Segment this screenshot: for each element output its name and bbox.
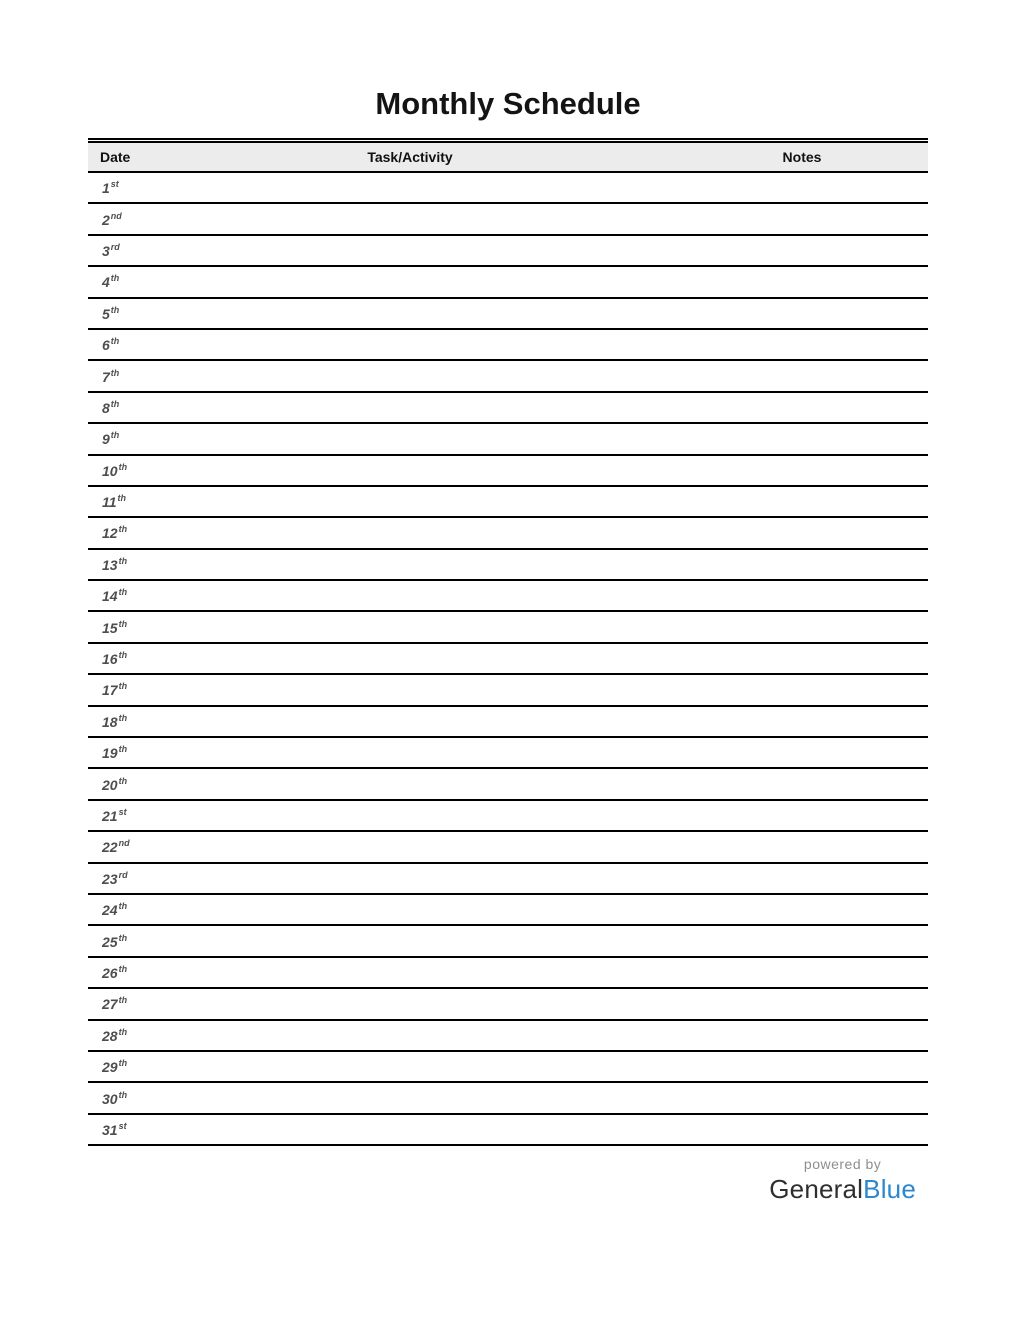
brand-logo — [769, 1174, 916, 1205]
task-cell — [144, 768, 676, 799]
notes-cell — [676, 423, 928, 454]
task-cell — [144, 203, 676, 234]
notes-cell — [676, 486, 928, 517]
task-cell — [144, 957, 676, 988]
day-number: 26 — [102, 964, 118, 981]
date-cell — [88, 894, 144, 925]
notes-cell — [676, 643, 928, 674]
date-cell — [88, 831, 144, 862]
day-ordinal-suffix: th — [118, 901, 128, 912]
day-ordinal-suffix: th — [118, 587, 128, 598]
day-number: 21 — [102, 808, 118, 824]
table-row — [88, 831, 928, 862]
day-ordinal-suffix: th — [118, 1089, 128, 1100]
table-row — [88, 172, 928, 203]
table-row — [88, 360, 928, 391]
notes-cell — [676, 831, 928, 862]
notes-cell — [676, 580, 928, 611]
task-cell — [144, 360, 676, 391]
notes-cell — [676, 863, 928, 894]
day-ordinal-suffix: th — [110, 304, 120, 315]
day-number: 20 — [102, 776, 118, 793]
day-ordinal-suffix: th — [118, 932, 128, 943]
notes-cell — [676, 392, 928, 423]
day-number: 30 — [102, 1090, 118, 1107]
task-cell — [144, 1020, 676, 1051]
task-cell — [144, 925, 676, 956]
day-ordinal-suffix: th — [118, 995, 128, 1006]
task-cell — [144, 580, 676, 611]
page-title: Monthly Schedule — [375, 86, 641, 121]
day-ordinal-suffix: th — [118, 524, 128, 535]
table-row — [88, 611, 928, 642]
date-cell — [88, 706, 144, 737]
task-cell — [144, 863, 676, 894]
notes-cell — [676, 360, 928, 391]
date-cell — [88, 235, 144, 266]
day-number: 28 — [102, 1027, 118, 1044]
notes-cell — [676, 800, 928, 831]
task-cell — [144, 549, 676, 580]
day-ordinal-suffix: nd — [110, 210, 122, 221]
day-ordinal-suffix: th — [118, 461, 128, 472]
date-cell — [88, 1114, 144, 1145]
table-row — [88, 1020, 928, 1051]
day-number: 24 — [102, 902, 118, 919]
powered-by-text: powered by — [803, 1156, 882, 1173]
day-number: 11 — [102, 494, 117, 511]
task-cell — [144, 455, 676, 486]
day-number: 6 — [102, 337, 110, 354]
day-ordinal-suffix: st — [118, 1120, 127, 1131]
day-ordinal-suffix: th — [118, 1058, 128, 1069]
day-ordinal-suffix: th — [118, 712, 128, 723]
day-ordinal-suffix: rd — [110, 241, 120, 252]
day-number: 15 — [102, 619, 118, 636]
date-cell — [88, 298, 144, 329]
notes-cell — [676, 894, 928, 925]
day-number: 16 — [102, 651, 118, 668]
table-row — [88, 925, 928, 956]
day-number: 22 — [102, 839, 118, 856]
task-cell — [144, 392, 676, 423]
table-header-row — [88, 141, 928, 173]
day-number: 14 — [102, 588, 118, 605]
day-number: 12 — [102, 525, 118, 542]
task-cell — [144, 611, 676, 642]
date-cell — [88, 1020, 144, 1051]
brand-general-text: General — [769, 1174, 864, 1205]
table-row — [88, 486, 928, 517]
table-row — [88, 549, 928, 580]
date-cell — [88, 925, 144, 956]
task-cell — [144, 486, 676, 517]
table-row — [88, 1114, 928, 1145]
task-cell — [144, 1082, 676, 1113]
day-number: 27 — [102, 996, 118, 1013]
task-cell — [144, 1051, 676, 1082]
table-row — [88, 894, 928, 925]
day-number: 3 — [102, 242, 110, 259]
date-cell — [88, 329, 144, 360]
day-ordinal-suffix: th — [110, 398, 120, 409]
date-cell — [88, 486, 144, 517]
notes-cell — [676, 957, 928, 988]
notes-cell — [676, 1114, 928, 1145]
day-ordinal-suffix: th — [118, 775, 128, 786]
date-cell — [88, 580, 144, 611]
task-cell — [144, 235, 676, 266]
day-number: 4 — [102, 274, 110, 291]
notes-cell — [676, 1051, 928, 1082]
header-task: Task/Activity — [144, 141, 676, 173]
task-cell — [144, 298, 676, 329]
day-number: 9 — [102, 431, 110, 448]
date-cell — [88, 203, 144, 234]
day-number: 10 — [102, 462, 118, 479]
notes-cell — [676, 737, 928, 768]
notes-cell — [676, 455, 928, 486]
day-number: 5 — [102, 305, 110, 322]
date-cell — [88, 360, 144, 391]
table-row — [88, 423, 928, 454]
day-ordinal-suffix: th — [118, 1026, 128, 1037]
day-ordinal-suffix: th — [118, 618, 128, 629]
day-ordinal-suffix: th — [118, 681, 128, 692]
date-cell — [88, 517, 144, 548]
date-cell — [88, 1082, 144, 1113]
day-ordinal-suffix: th — [118, 555, 128, 566]
notes-cell — [676, 1082, 928, 1113]
table-row — [88, 768, 928, 799]
date-cell — [88, 549, 144, 580]
date-cell — [88, 988, 144, 1019]
notes-cell — [676, 266, 928, 297]
task-cell — [144, 800, 676, 831]
task-cell — [144, 423, 676, 454]
day-ordinal-suffix: th — [110, 336, 120, 347]
table-row — [88, 674, 928, 705]
task-cell — [144, 1114, 676, 1145]
table-row — [88, 957, 928, 988]
table-row — [88, 203, 928, 234]
date-cell — [88, 643, 144, 674]
date-cell — [88, 737, 144, 768]
task-cell — [144, 674, 676, 705]
notes-cell — [676, 172, 928, 203]
notes-cell — [676, 298, 928, 329]
day-ordinal-suffix: th — [118, 963, 128, 974]
day-number: 19 — [102, 745, 118, 762]
table-row — [88, 455, 928, 486]
date-cell — [88, 863, 144, 894]
task-cell — [144, 517, 676, 548]
task-cell — [144, 831, 676, 862]
day-number: 25 — [102, 933, 118, 950]
day-number: 8 — [102, 399, 110, 416]
table-row — [88, 517, 928, 548]
day-ordinal-suffix: th — [110, 430, 120, 441]
day-ordinal-suffix: th — [110, 273, 120, 284]
day-ordinal-suffix: rd — [118, 869, 128, 880]
date-cell — [88, 800, 144, 831]
notes-cell — [676, 768, 928, 799]
date-cell — [88, 392, 144, 423]
day-ordinal-suffix: th — [117, 493, 127, 504]
header-date: Date — [88, 141, 144, 173]
footer — [88, 1156, 928, 1205]
date-cell — [88, 172, 144, 203]
day-number: 13 — [102, 556, 118, 573]
notes-cell — [676, 549, 928, 580]
date-cell — [88, 455, 144, 486]
date-cell — [88, 674, 144, 705]
day-number: 7 — [102, 368, 110, 385]
date-cell — [88, 611, 144, 642]
day-number: 23 — [102, 870, 118, 887]
table-row — [88, 1082, 928, 1113]
table-row — [88, 235, 928, 266]
task-cell — [144, 643, 676, 674]
task-cell — [144, 329, 676, 360]
day-number: 2 — [102, 211, 110, 228]
header-notes: Notes — [676, 141, 928, 173]
task-cell — [144, 894, 676, 925]
day-ordinal-suffix: st — [110, 179, 119, 190]
date-cell — [88, 266, 144, 297]
day-ordinal-suffix: st — [118, 807, 127, 817]
task-cell — [144, 172, 676, 203]
task-cell — [144, 737, 676, 768]
table-row — [88, 800, 928, 831]
table-row — [88, 737, 928, 768]
brand-blue-text: Blue — [863, 1174, 916, 1205]
brand-block — [769, 1156, 916, 1205]
table-body — [88, 172, 928, 1145]
notes-cell — [676, 674, 928, 705]
table-row — [88, 266, 928, 297]
notes-cell — [676, 203, 928, 234]
day-ordinal-suffix: th — [110, 367, 120, 378]
day-number: 31 — [102, 1121, 118, 1138]
date-cell — [88, 1051, 144, 1082]
notes-cell — [676, 988, 928, 1019]
notes-cell — [676, 517, 928, 548]
notes-cell — [676, 925, 928, 956]
day-ordinal-suffix: th — [118, 744, 128, 755]
table-row — [88, 392, 928, 423]
table-row — [88, 1051, 928, 1082]
table-row — [88, 298, 928, 329]
table-row — [88, 988, 928, 1019]
day-number: 17 — [102, 682, 118, 699]
notes-cell — [676, 235, 928, 266]
day-ordinal-suffix: th — [118, 650, 128, 661]
table-row — [88, 706, 928, 737]
task-cell — [144, 988, 676, 1019]
day-number: 18 — [102, 713, 118, 730]
notes-cell — [676, 611, 928, 642]
table-row — [88, 863, 928, 894]
schedule-table — [88, 138, 928, 1146]
date-cell — [88, 423, 144, 454]
table-row — [88, 580, 928, 611]
table-row — [88, 329, 928, 360]
table-row — [88, 643, 928, 674]
task-cell — [144, 706, 676, 737]
notes-cell — [676, 329, 928, 360]
day-number: 1 — [102, 180, 110, 197]
notes-cell — [676, 1020, 928, 1051]
notes-cell — [676, 706, 928, 737]
day-number: 29 — [102, 1059, 118, 1076]
date-cell — [88, 957, 144, 988]
day-ordinal-suffix: nd — [118, 838, 130, 849]
task-cell — [144, 266, 676, 297]
date-cell — [88, 768, 144, 799]
